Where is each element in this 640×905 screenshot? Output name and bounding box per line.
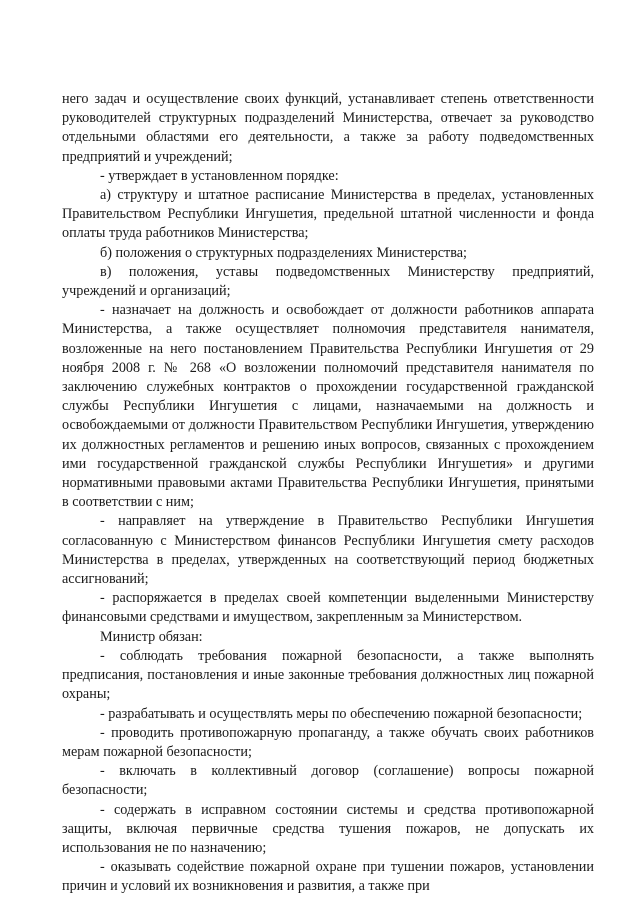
document-body [62,90,594,897]
paragraph-8: - распоряжается в пределах своей компетенции выделенными Министерству финансовыми средствами и имуществом, закрепленным за Министерством. [62,590,594,626]
paragraph-1: него задач и осуществление своих функций, устанавливает степень ответственности руководителей структурных подразделений Министерства, отвечает за руководство отдельными областями его деятельности, а также за работу подведомственных предприятий и учреждений; [62,91,594,165]
paragraph-14: - содержать в исправном состоянии системы и средства противопожарной защиты, включая первичные средства тушения пожаров, не допускать их использования не по назначению; [62,801,594,856]
paragraph-13: - включать в коллективный договор (соглашение) вопросы пожарной безопасности; [62,763,594,799]
paragraph-11: - разрабатывать и осуществлять меры по обеспечению пожарной безопасности; [100,705,583,722]
paragraph-10: - соблюдать требования пожарной безопасности, а также выполнять предписания, постановления и иные законные требования должностных лиц пожарной охраны; [62,647,594,703]
paragraph-3: а) структуру и штатное расписание Министерства в пределах, установленных Правительством Республики Ингушетия, предельной штатной численности и фонда оплаты труда работников Министерства; [62,187,594,242]
paragraph-9: Министр обязан: [100,628,203,645]
paragraph-15: - оказывать содействие пожарной охране при тушении пожаров, установлении причин и условий их возникновения и развития, а также при [62,859,594,895]
paragraph-4: б) положения о структурных подразделениях Министерства; [100,244,467,261]
paragraph-5: в) положения, уставы подведомственных Министерству предприятий, учреждений и организаций; [62,263,594,300]
paragraph-2: - утверждает в установленном порядке: [100,167,339,184]
paragraph-12: - проводить противопожарную пропаганду, а также обучать своих работников мерам пожарной безопасности; [62,724,594,760]
paragraph-6: - назначает на должность и освобождает от должности работников аппарата Министерства, а также осуществляет полномочия представителя нанимателя, возложенные на него постановлением Правительства Республики Ингушетия от 29 ноября 2008 г. № 268 «О возложении полномочий представителя нанимателя по заключению служебных контрактов о прохождении государственной гражданской службы Республики Ингушетия с лицами, назначаемыми на должность и освобождаемыми от должности Правительством Республики Ингушетия, утверждению их должностных регламентов и решению иных вопросов, связанных с прохождением ими государственной гражданской службы Республики Ингушетия» и другими нормативными правовыми актами Правительства Республики Ингушетия, принятыми в соответствии с ним; [62,302,594,511]
paragraph-7: - направляет на утверждение в Правительство Республики Ингушетия согласованную с Министерством финансов Республики Ингушетия смету расходов Министерства в пределах, утвержденных на соответствующий период бюджетных ассигнований; [62,513,594,588]
